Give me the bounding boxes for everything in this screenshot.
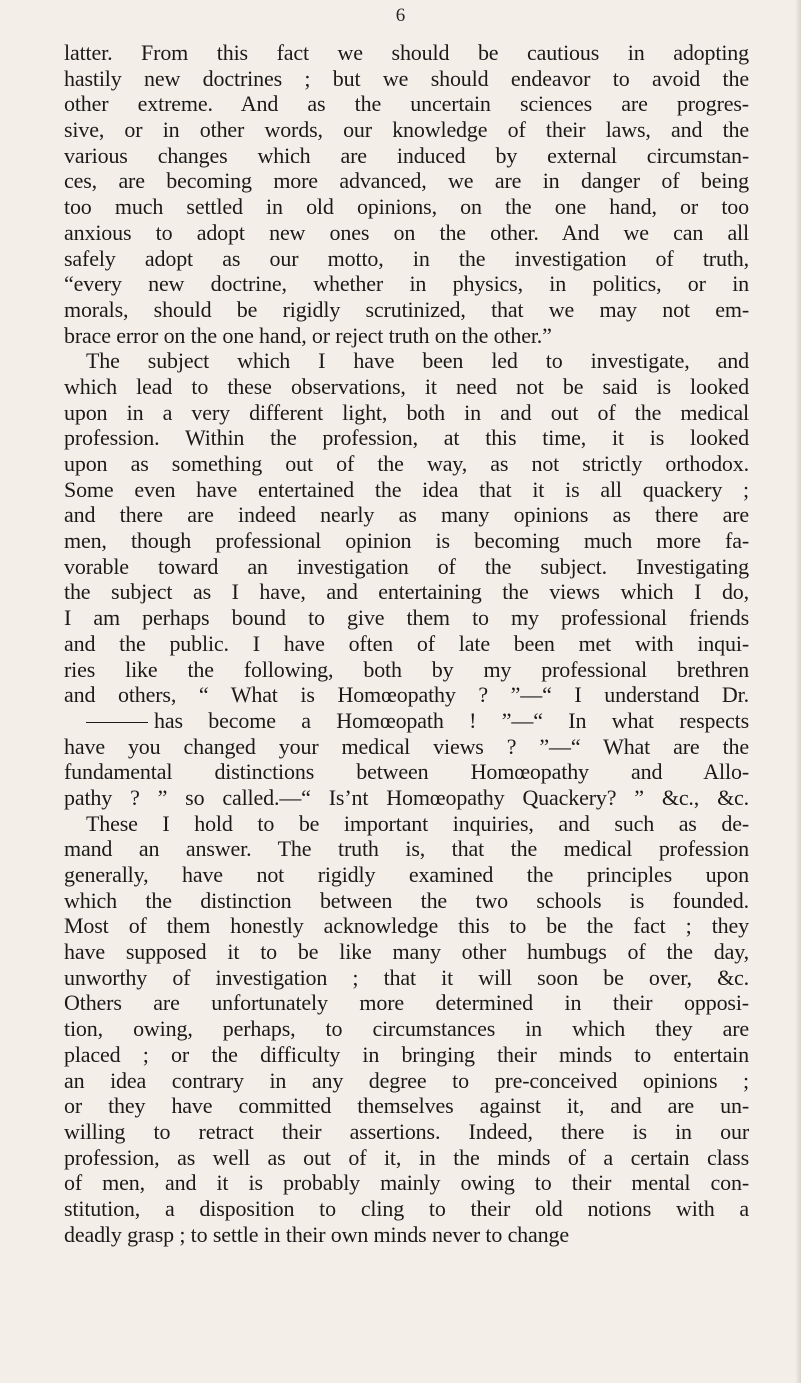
text-line: fundamental distinctions between Homœopathy and Allo- [64,759,749,785]
text-line: deadly grasp ; to settle in their own minds never to change [64,1221,569,1247]
text-line: the subject as I have, and entertaining the views which I do, [64,579,749,605]
text-line: have you changed your medical views ? ”—“ What are the [64,733,749,759]
text-line: Some even have entertained the idea that it is all quackery ; [64,476,749,502]
text-line: an idea contrary in any degree to pre-conceived opinions ; [64,1067,749,1093]
text-line: safely adopt as our motto, in the investigation of truth, [64,245,749,271]
name-blank-rule [86,722,148,723]
text-line: and there are indeed nearly as many opinions as there are [64,502,749,528]
text-line: too much settled in old opinions, on the one hand, or too [64,194,749,220]
text-line: and others, “ What is Homœopathy ? ”—“ I understand Dr. [64,682,749,708]
text-line: ries like the following, both by my professional brethren [64,656,749,682]
text-line: unworthy of investigation ; that it will soon be over, &c. [64,964,749,990]
text-line: various changes which are induced by external circumstan- [64,142,749,168]
text-line: placed ; or the difficulty in bringing their minds to entertain [64,1041,749,1067]
text-line: or they have committed themselves against it, and are un- [64,1093,749,1119]
text-line: hastily new doctrines ; but we should endeavor to avoid the [64,65,749,91]
text-line: tion, owing, perhaps, to circumstances in which they are [64,1016,749,1042]
text-line: “every new doctrine, whether in physics, in politics, or in [64,271,749,297]
text-line: vorable toward an investigation of the subject. Investigating [64,553,749,579]
text-line: pathy ? ” so called.—“ Is’nt Homœopathy Quackery? ” &c., &c. [64,784,749,810]
text-line: upon as something out of the way, as not strictly orthodox. [64,451,749,476]
text-line: stitution, a disposition to cling to their old notions with a [64,1195,749,1221]
text-line: upon in a very different light, both in and out of the medical [64,399,749,425]
text-line: ces, are becoming more advanced, we are in danger of being [64,168,749,194]
text-line: profession. Within the profession, at this time, it is looked [64,425,749,451]
text-line: which lead to these observations, it need not be said is looked [64,373,749,399]
text-line: generally, have not rigidly examined the principles upon [64,862,749,887]
text-line: mand an answer. The truth is, that the medical profession [64,836,749,862]
text-line: which the distinction between the two schools is founded. [64,887,749,913]
text-line: have supposed it to be like many other humbugs of the day, [64,939,749,965]
text-line-with-blank [64,708,749,734]
paragraph-start-line: These I hold to be important inquiries, and such as de- [86,810,749,836]
body-text [64,40,749,1247]
text-line: Others are unfortunately more determined in their opposi- [64,990,749,1016]
text-line: profession, as well as out of it, in the minds of a certain class [64,1144,749,1170]
paragraph-start-line: The subject which I have been led to investigate, and [86,348,749,374]
text-line: men, though professional opinion is becoming much more fa- [64,528,749,554]
text-line: and the public. I have often of late been met with inqui- [64,630,749,656]
text-line: other extreme. And as the uncertain sciences are progres- [64,91,749,117]
text-line: sive, or in other words, our knowledge of their laws, and the [64,117,749,143]
page-edge-shadow [795,0,801,1383]
text-line: brace error on the one hand, or reject truth on the other.” [64,322,552,348]
text-line: anxious to adopt new ones on the other. And we can all [64,219,749,245]
text-line: of men, and it is probably mainly owing to their mental con- [64,1170,749,1196]
text-line: I am perhaps bound to give them to my professional friends [64,605,749,631]
text-line: willing to retract their assertions. Indeed, there is in our [64,1118,749,1144]
page-number: 6 [395,5,406,26]
text-line-segment: has become a Homœopath ! ”—“ In what respects [154,707,749,733]
text-line: Most of them honestly acknowledge this to be the fact ; they [64,913,749,939]
text-line: latter. From this fact we should be cautious in adopting [64,40,749,65]
text-line: morals, should be rigidly scrutinized, that we may not em- [64,296,749,322]
